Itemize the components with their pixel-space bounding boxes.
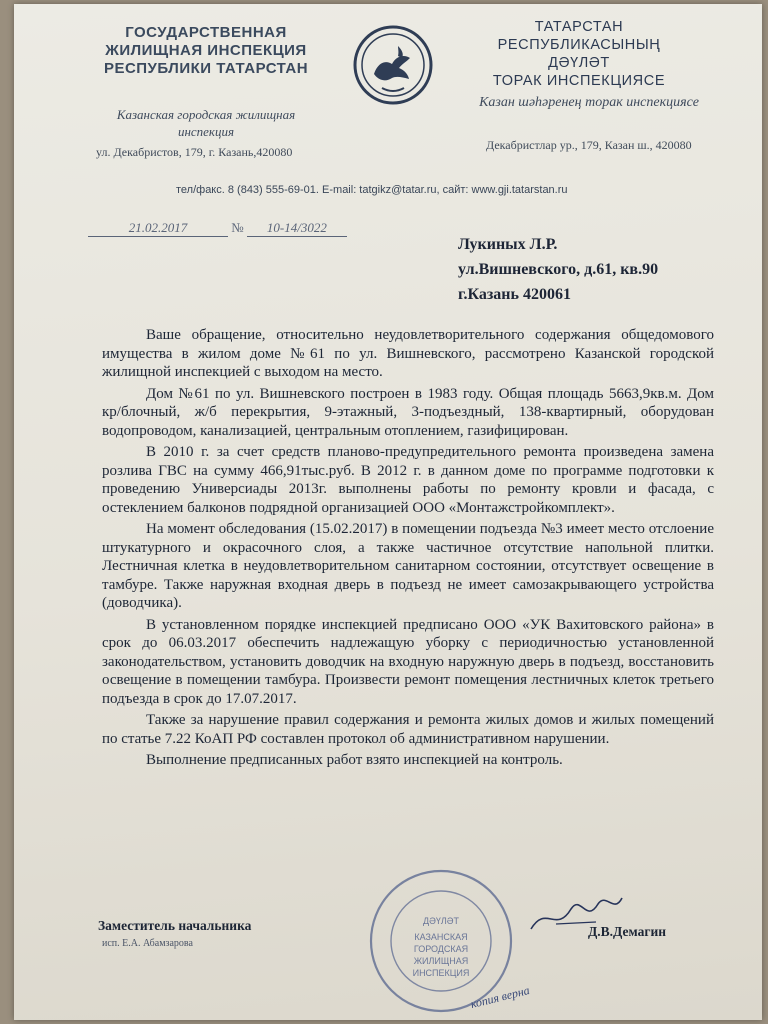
svg-text:ИНСПЕКЦИЯ: ИНСПЕКЦИЯ: [412, 968, 470, 978]
recipient-name: Лукиных Л.Р.: [458, 236, 558, 253]
org-name-tt-line: ДӘҮЛӘТ: [548, 55, 610, 71]
body-paragraph: Также за нарушение правил содержания и ремонта жилых домов и жилых помещений по статье 7.22 КоАП РФ составлен протокол об административном нарушении.: [102, 712, 714, 747]
svg-text:ЖИЛИЩНАЯ: ЖИЛИЩНАЯ: [413, 956, 469, 966]
letter-page: [14, 4, 762, 1020]
body-paragraph: На момент обследования (15.02.2017) в помещении подъезда №3 имеет место отслоение штукатурного и окрасочного слоя, а также частичное отсутствие напольной плитки. Лестничная клетка в неудовлетворительном санитарном состоянии, отсутствует освещение в тамбуре. Также наружная входная дверь в подъезд не имеет самозакрывающего устройства (доводчика).: [102, 521, 714, 611]
date-field: 21.02.2017: [88, 220, 228, 237]
body-paragraph: Дом №61 по ул. Вишневского построен в 1983 году. Общая площадь 5663,9кв.м. Дом кр/блочный, ж/б перекрытия, 9-этажный, 3-подъездный, 138-квартирный, оборудован водопроводом, канализацией, центральным отоплением, газифицирован.: [102, 385, 714, 439]
recipient-block: [458, 232, 658, 307]
org-name-ru-line: РЕСПУБЛИКИ ТАТАРСТАН: [103, 60, 309, 77]
org-name-tt: [454, 18, 704, 90]
contact-line: тел/факс. 8 (843) 555-69-01. E-mail: tatgikz@tatar.ru, сайт: www.gji.tatarstan.ru: [176, 184, 568, 196]
dept-ru: [76, 106, 336, 140]
svg-text:КАЗАНСКАЯ: КАЗАНСКАЯ: [414, 932, 468, 942]
body-paragraph: Ваше обращение, относительно неудовлетворительного содержания общедомового имущества в жилом доме №61 по ул. Вишневского, рассмотрено Казанской городской жилищной инспекцией с выходом на место.: [102, 327, 714, 380]
signer-name: Д.В.Демагин: [588, 924, 667, 939]
letter-body: [102, 326, 714, 773]
executor: исп. Е.А. Абамзарова: [102, 938, 193, 949]
svg-text:ГОРОДСКАЯ: ГОРОДСКАЯ: [413, 944, 469, 954]
signature-scribble-icon: [526, 884, 626, 949]
org-name-ru: [76, 24, 336, 78]
address-ru: ул. Декабристов, 179, г. Казань,420080: [96, 145, 293, 159]
date-number-line: [88, 220, 347, 237]
address-tt: Декабристлар ур., 179, Казан ш., 420080: [486, 138, 692, 152]
dept-tt: Казан шәһәренең торак инспекциясе: [479, 95, 699, 110]
org-name-ru-line: ЖИЛИЩНАЯ ИНСПЕКЦИЯ: [105, 42, 307, 59]
body-paragraph: В 2010 г. за счет средств планово-предупредительного ремонта произведена замена розлива ГВС на сумму 466,91тыс.руб. В 2012 г. в данном доме по программе подготовки к проведению Универсиады 2013г. выполнены работы по ремонту кровли и фасада, с остеклением балконов подрядной организацией ООО «Монтажстройкомплект».: [102, 444, 714, 516]
recipient-street: ул.Вишневского, д.61, кв.90: [458, 261, 659, 278]
number-field: 10-14/3022: [247, 220, 347, 237]
svg-text:ДӘҮЛӘТ: ДӘҮЛӘТ: [422, 916, 460, 926]
dept-ru-line: Казанская городская жилищная: [116, 107, 296, 122]
number-label: №: [231, 220, 244, 235]
org-name-tt-line: ТОРАК ИНСПЕКЦИЯСЕ: [492, 73, 666, 89]
recipient-city: г.Казань 420061: [458, 286, 571, 303]
body-paragraph: В установленном порядке инспекцией предписано ООО «УК Вахитовского района» в срок до 06.03.2017 обеспечить надлежащую уборку с периодичностью установленной законодательством, установить доводчик на входную наружную дверь в подъезд, восстановить освещение в помещении тамбура. Произвести ремонт помещения лестничных клеток третьего подъезда в срок до 17.07.2017.: [102, 616, 714, 707]
handwritten-note: копия верна: [469, 982, 531, 1012]
org-name-tt-line: РЕСПУБЛИКАСЫНЫҢ: [497, 37, 661, 53]
org-name-ru-line: ГОСУДАРСТВЕННАЯ: [125, 24, 287, 41]
org-name-tt-line: ТАТАРСТАН: [534, 19, 624, 35]
emblem-icon: [352, 24, 434, 106]
dept-ru-line: инспекция: [177, 124, 235, 139]
body-paragraph: Выполнение предписанных работ взято инспекцией на контроль.: [146, 752, 563, 768]
signer-title: Заместитель начальника: [98, 918, 252, 933]
